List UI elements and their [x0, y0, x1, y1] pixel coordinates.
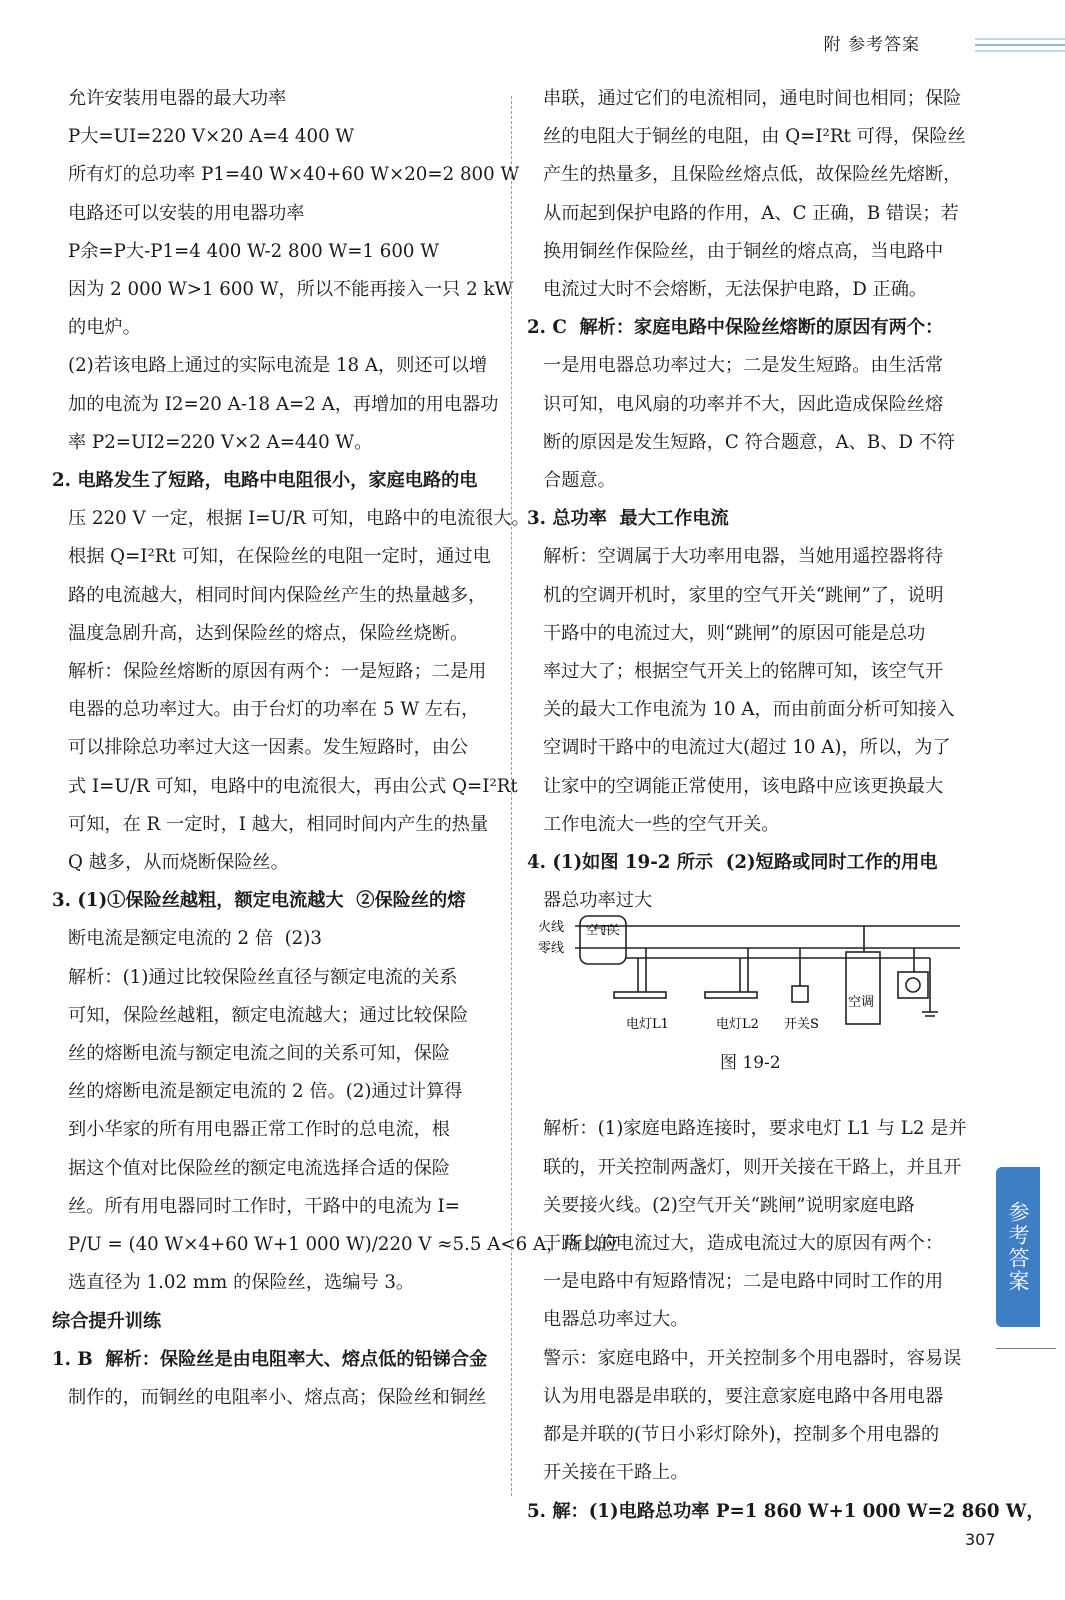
text-line: 电器总功率过大。 [543, 1309, 689, 1331]
text-line: 关的最大工作电流为 10 A，而由前面分析可知接入 [543, 699, 955, 721]
text-line: 式 I=U/R 可知，电路中的电流很大，再由公式 Q=I²Rt [68, 775, 518, 797]
text-line: 认为用电器是串联的，要注意家庭电路中各用电器 [543, 1385, 944, 1407]
column-divider [511, 96, 512, 1496]
text-line: 产生的热量多，且保险丝熔点低，故保险丝先熔断， [543, 164, 962, 186]
text-line: 率 P2=UI2=220 V×2 A=440 W。 [68, 431, 373, 453]
text-line: 3. 总功率 最大工作电流 [527, 508, 729, 530]
text-line: 联的，开关控制两盏灯，则开关接在干路上，并且开 [543, 1156, 962, 1178]
text-line: 压 220 V 一定，根据 I=U/R 可知，电路中的电流很大。 [68, 508, 530, 530]
text-line: 断的原因是发生短路，C 符合题意，A、B、D 不符 [543, 431, 956, 453]
text-line: 工作电流大一些的空气开关。 [543, 813, 780, 835]
text-line: 3. (1)①保险丝越粗，额定电流越大 ②保险丝的熔 [52, 890, 466, 912]
text-line: 断电流是额定电流的 2 倍 (2)3 [68, 928, 322, 950]
text-line: 加的电流为 I2=20 A-18 A=2 A，再增加的用电器功 [68, 393, 499, 415]
breaker-label: 空气开关 [586, 923, 620, 937]
text-line: 所有灯的总功率 P1=40 W×40+60 W×20=2 800 W [68, 164, 520, 186]
lamp1-label: 电灯L1 [626, 1017, 669, 1032]
text-line: 从而起到保护电路的作用，A、C 正确，B 错误；若 [543, 202, 959, 224]
text-line: Q 越多，从而烧断保险丝。 [68, 852, 289, 874]
text-line: 电器的总功率过大。由于台灯的功率在 5 W 左右， [68, 699, 480, 721]
text-line: 干路中的电流过大，则“跳闸”的原因可能是总功 [543, 622, 926, 644]
text-line: 开关接在干路上。 [543, 1462, 689, 1484]
text-line: 5. 解：(1)电路总功率 P=1 860 W+1 000 W=2 860 W， [527, 1500, 1045, 1522]
text-line: 的电炉。 [68, 317, 141, 339]
text-line: 2. 电路发生了短路，电路中电阻很小，家庭电路的电 [52, 470, 478, 492]
text-line: 制作的，而铜丝的电阻率小、熔点高；保险丝和铜丝 [68, 1386, 487, 1408]
text-line: 解析：(1)家庭电路连接时，要求电灯 L1 与 L2 是并 [543, 1118, 967, 1140]
text-line: 让家中的空调能正常使用，该电路中应该更换最大 [543, 775, 944, 797]
header-label: 附 参考答案 [823, 35, 920, 55]
text-line: 可知，保险丝越粗，额定电流越大；通过比较保险 [68, 1004, 469, 1026]
page-header [0, 0, 1065, 62]
lamp2-label: 电灯L2 [716, 1017, 759, 1032]
text-line: 警示：家庭电路中，开关控制多个用电器时，容易误 [543, 1347, 962, 1369]
text-line: 解析：保险丝熔断的原因有两个：一是短路；二是用 [68, 661, 487, 683]
text-line: 机的空调开机时，家里的空气开关“跳闸”了，说明 [543, 584, 944, 606]
live-wire-label: 火线 [538, 920, 565, 935]
text-line: 串联，通过它们的电流相同，通电时间也相同；保险 [543, 88, 962, 109]
text-line: 都是并联的(节日小彩灯除外)，控制多个用电器的 [543, 1424, 940, 1446]
text-line: 一是电路中有短路情况；二是电路中同时工作的用 [543, 1271, 944, 1293]
text-line: 因为 2 000 W>1 600 W，所以不能再接入一只 2 kW [68, 279, 514, 301]
text-line: 到小华家的所有用电器正常工作时的总电流，根 [68, 1119, 450, 1141]
text-line: 关要接火线。(2)空气开关“跳闸”说明家庭电路 [543, 1194, 915, 1216]
text-line: P余=P大-P1=4 400 W-2 800 W=1 600 W [68, 240, 439, 262]
neutral-wire-label: 零线 [538, 941, 565, 956]
text-line: 换用铜丝作保险丝，由于铜丝的熔点高，当电路中 [543, 240, 944, 262]
text-line: 器总功率过大 [543, 890, 653, 912]
ac-label: 空调 [848, 995, 875, 1010]
text-line: 根据 Q=I²Rt 可知，在保险丝的电阻一定时，通过电 [68, 546, 491, 568]
text-line: 空调时干路中的电流过大(超过 10 A)，所以，为了 [543, 737, 951, 759]
text-line: 选直径为 1.02 mm 的保险丝，选编号 3。 [68, 1272, 415, 1294]
text-line: 据这个值对比保险丝的额定电流选择合适的保险 [68, 1157, 450, 1179]
text-line: 温度急剧升高，达到保险丝的熔点，保险丝烧断。 [68, 622, 469, 644]
text-line: 解析：(1)通过比较保险丝直径与额定电流的关系 [68, 966, 458, 988]
page-number: 307 [965, 1530, 996, 1549]
text-line: 率过大了；根据空气开关上的铭牌可知，该空气开 [543, 661, 944, 683]
text-line: 电流过大时不会熔断，无法保护电路，D 正确。 [543, 279, 928, 301]
text-line: 路的电流越大，相同时间内保险丝产生的热量越多， [68, 584, 487, 606]
text-line: 干路上的电流过大，造成电流过大的原因有两个： [543, 1233, 944, 1255]
text-line: 1. B 解析：保险丝是由电阻率大、熔点低的铅锑合金 [52, 1348, 488, 1370]
text-line: P/U = (40 W×4+60 W+1 000 W)/220 V ≈5.5 A<6 A，所以应 [68, 1234, 619, 1256]
header-decoration [975, 44, 1065, 46]
text-line: 电路还可以安装的用电器功率 [68, 202, 305, 224]
text-line: 丝的电阻大于铜丝的电阻，由 Q=I²Rt 可得，保险丝 [543, 126, 966, 148]
text-line: 丝的熔断电流是额定电流的 2 倍。(2)通过计算得 [68, 1081, 463, 1103]
figure-caption: 图 19-2 [720, 1053, 781, 1073]
text-line: 可以排除总功率过大这一因素。发生短路时，由公 [68, 737, 469, 759]
text-line: 允许安装用电器的最大功率 [68, 88, 287, 109]
text-line: 丝的熔断电流与额定电流之间的关系可知，保险 [68, 1043, 450, 1065]
text-line: 丝。所有用电器同时工作时，干路中的电流为 I= [68, 1195, 460, 1217]
text-line: 一是用电器总功率过大；二是发生短路。由生活常 [543, 355, 944, 377]
side-tab-answers[interactable]: 参考答案 [996, 1167, 1040, 1327]
text-line: P大=UI=220 V×20 A=4 400 W [68, 126, 355, 148]
text-line: 4. (1)如图 19-2 所示 (2)短路或同时工作的用电 [527, 852, 938, 874]
text-line: 2. C 解析：家庭电路中保险丝熔断的原因有两个： [527, 317, 944, 339]
text-line: 可知，在 R 一定时，I 越大，相同时间内产生的热量 [68, 813, 489, 835]
side-tab-divider [996, 1348, 1056, 1349]
text-line: 解析：空调属于大功率用电器，当她用遥控器将待 [543, 546, 944, 568]
text-line: 综合提升训练 [52, 1310, 162, 1332]
switch-label: 开关S [784, 1017, 819, 1032]
text-line: (2)若该电路上通过的实际电流是 18 A，则还可以增 [68, 355, 488, 377]
text-line: 识可知，电风扇的功率并不大，因此造成保险丝熔 [543, 393, 944, 415]
text-line: 合题意。 [543, 470, 616, 492]
